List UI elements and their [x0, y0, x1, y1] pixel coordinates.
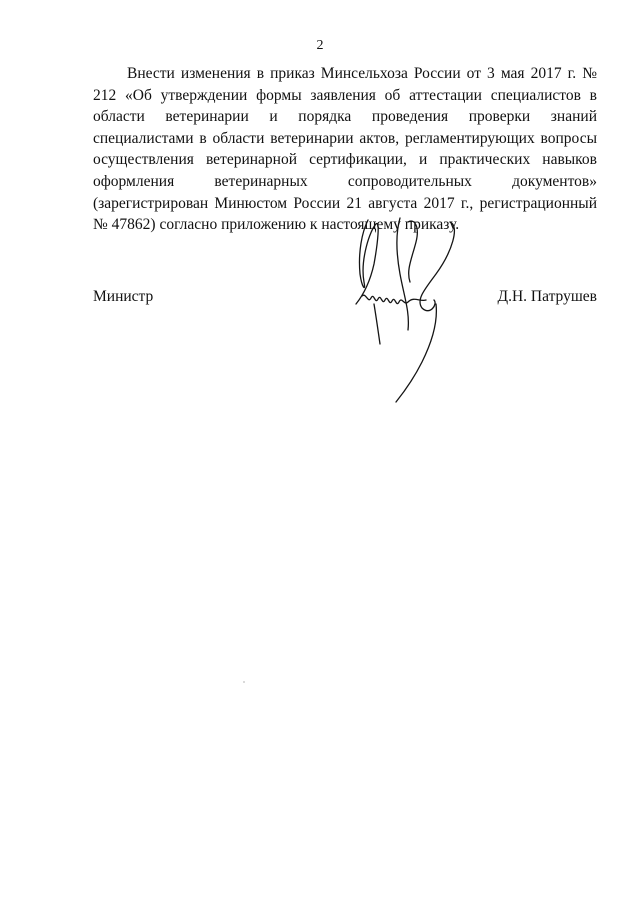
page-number: 2 [316, 38, 324, 53]
signatory-name: Д.Н. Патрушев [497, 288, 597, 305]
signatory-title: Министр [93, 288, 154, 305]
body-paragraph: Внести изменения в приказ Минсельхоза России от 3 мая 2017 г. № 212 «Об утверждении формы заявления об аттестации специалистов в области ветеринарии и порядка проведения проверки знаний специалистами в области ветеринарии актов, регламентирующих вопросы осуществления ветеринарной сертификации, и практических навыков оформления ветеринарных сопроводительных документов» (зарегистрирован Минюстом России 21 августа 2017 г., регистрационный № 47862) согласно приложению к настоящему приказу. [93, 65, 597, 234]
handwritten-signature [340, 212, 470, 407]
scan-speck [243, 681, 245, 683]
